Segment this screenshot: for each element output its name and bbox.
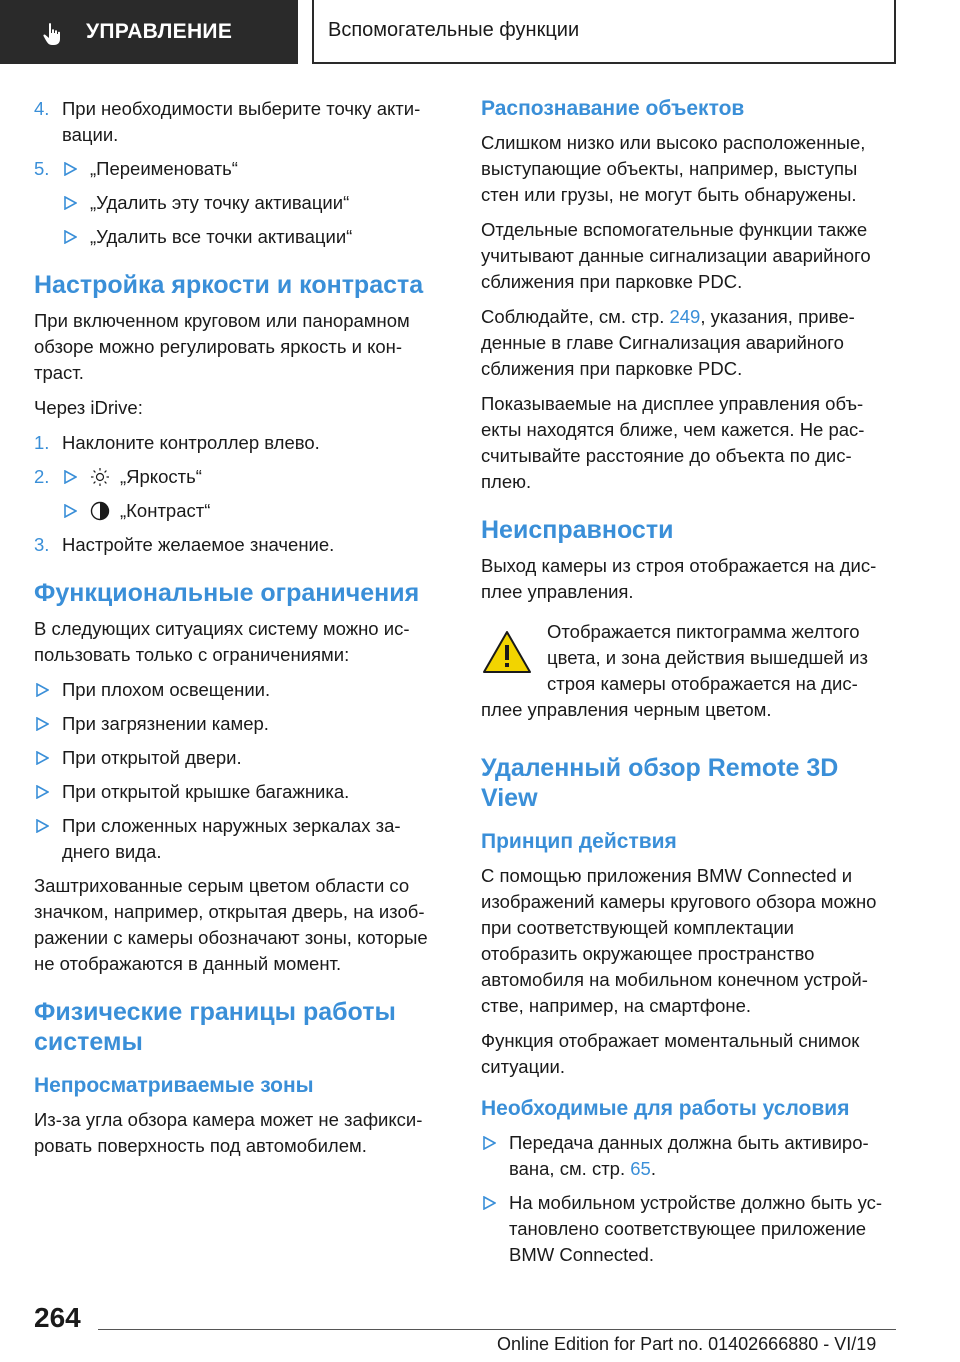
paragraph: Функция отображает моментальный снимок ситуации. [481,1030,860,1077]
list-item [481,1190,893,1268]
text-fragment: , указания, приве-денные в главе Сигнализация аварийного сближения при парковке PDC. [481,306,855,379]
list-item-text: На мобильном устройстве должно быть ус-тановлено соответствующее приложение BMW Connected. [509,1192,883,1265]
paragraph: В следующих ситуациях систему можно ис-пользовать только с ограничениями: [34,618,410,665]
triangle-right-icon [36,819,49,833]
paragraph: Выход камеры из строя отображается на дис-плее управления. [481,555,877,602]
list-item [34,813,442,865]
heading-faults: Неисправности [481,516,674,544]
step-item [34,430,442,456]
edition-info: Online Edition for Part no. 01402666880 - VI/19 [497,1334,877,1354]
list-item-text: При плохом освещении. [62,679,271,700]
list-item-text: Передача данных должна быть активиро-вана, см. стр. [509,1132,869,1179]
menu-option-item [34,224,442,250]
step-text: При необходимости выберите точку акти-вации. [62,98,421,145]
warning-text: строя камеры отображается на дис- [547,673,858,694]
paragraph: Из-за угла обзора камера может не зафикси-ровать поверхность под автомобилем. [34,1109,423,1156]
menu-option: „Яркость“ [120,466,202,487]
triangle-right-icon [64,230,77,244]
list-item [34,779,442,805]
step-text: Наклоните контроллер влево. [62,432,320,453]
hand-pointer-icon [42,22,64,46]
paragraph [481,304,893,382]
list-item-text: . [650,1158,656,1179]
menu-option: „Контраст“ [120,500,211,521]
page-link-249[interactable]: 249 [669,306,701,327]
right-column [481,96,893,1276]
list-item-text: При открытой крышке багажника. [62,781,350,802]
heading-brightness: Настройка яркости и контраста [34,271,424,299]
heading-object-detection: Распознавание объектов [481,97,745,120]
paragraph: С помощью приложения BMW Connected и изображений камеры кругового обзора можно при соответствующей комплектации отобразить окружающее пространство автомобиля на мобильном конечном устрой-стве, например, на смартфоне. [481,865,877,1016]
menu-option: „Удалить эту точку активации“ [90,192,350,213]
step-item [34,156,442,182]
paragraph: Показываемые на дисплее управления объ-екты находятся ближе, чем кажется. Не рас-считывайте расстояние до объекта по дис-плею. [481,393,865,492]
step-text: Настройте желаемое значение. [62,534,335,555]
step-number: 5. [34,158,50,179]
list-item [481,1130,893,1182]
triangle-right-icon [64,470,77,484]
section-tab [0,0,298,64]
triangle-right-icon [64,504,77,518]
left-column [34,96,442,1168]
triangle-right-icon [483,1196,496,1210]
page-number: 264 [34,1302,81,1333]
paragraph: Слишком низко или высоко расположенные, выступающие объекты, например, выступы стен или грузы, не могут быть обнаружены. [481,132,866,205]
heading-invisible-zones: Непросматриваемые зоны [34,1074,314,1097]
section-title: УПРАВЛЕНИЕ [86,20,233,43]
step-number: 1. [34,432,50,453]
menu-option: „Удалить все точки активации“ [90,226,353,247]
menu-option-item [34,190,442,216]
heading-remote-3d-view: Удаленный обзор Remote 3D View [481,754,839,812]
triangle-right-icon [483,1136,496,1150]
list-item [34,677,442,703]
chapter-title: Вспомогательные функции [328,19,580,41]
warning-note [481,619,893,723]
triangle-right-icon [64,162,77,176]
paragraph: Заштрихованные серым цветом области со значком, например, открытая дверь, на изоб-ражении с камеры обозначают зоны, которые не отображаются в данный момент. [34,875,428,974]
brightness-icon [90,467,110,487]
footer-divider [98,1329,896,1330]
triangle-right-icon [36,785,49,799]
paragraph: Отдельные вспомогательные функции также учитывают данные сигнализации аварийного сближения при парковке PDC. [481,219,871,292]
contrast-icon [90,501,110,521]
heading-conditions: Необходимые для работы условия [481,1097,850,1120]
warning-triangle-icon [481,629,533,675]
step-number: 2. [34,466,50,487]
triangle-right-icon [36,717,49,731]
step-number: 4. [34,98,50,119]
step-item [34,464,442,490]
paragraph: Через iDrive: [34,397,143,418]
step-item [34,532,442,558]
warning-text: плее управления черным цветом. [481,699,772,720]
step-item [34,96,442,148]
triangle-right-icon [36,683,49,697]
paragraph: При включенном круговом или панорамном обзоре можно регулировать яркость и кон-траст. [34,310,410,383]
menu-option-item [34,498,442,524]
list-item-text: При сложенных наружных зеркалах за-днего вида. [62,815,401,862]
warning-text: Отображается пиктограмма желтого [547,621,860,642]
triangle-right-icon [36,751,49,765]
heading-limits: Функциональные ограничения [34,579,420,607]
step-number: 3. [34,534,50,555]
page-link-65[interactable]: 65 [630,1158,651,1179]
menu-option: „Переименовать“ [90,158,238,179]
list-item-text: При загрязнении камер. [62,713,269,734]
chapter-tab [312,0,896,64]
triangle-right-icon [64,196,77,210]
text-fragment: Соблюдайте, см. стр. [481,306,670,327]
list-item [34,745,442,771]
warning-text: цвета, и зона действия вышедшей из [547,647,868,668]
list-item-text: При открытой двери. [62,747,242,768]
heading-principle: Принцип действия [481,830,677,853]
list-item [34,711,442,737]
heading-physical-limits: Физические границы работы системы [34,998,396,1056]
